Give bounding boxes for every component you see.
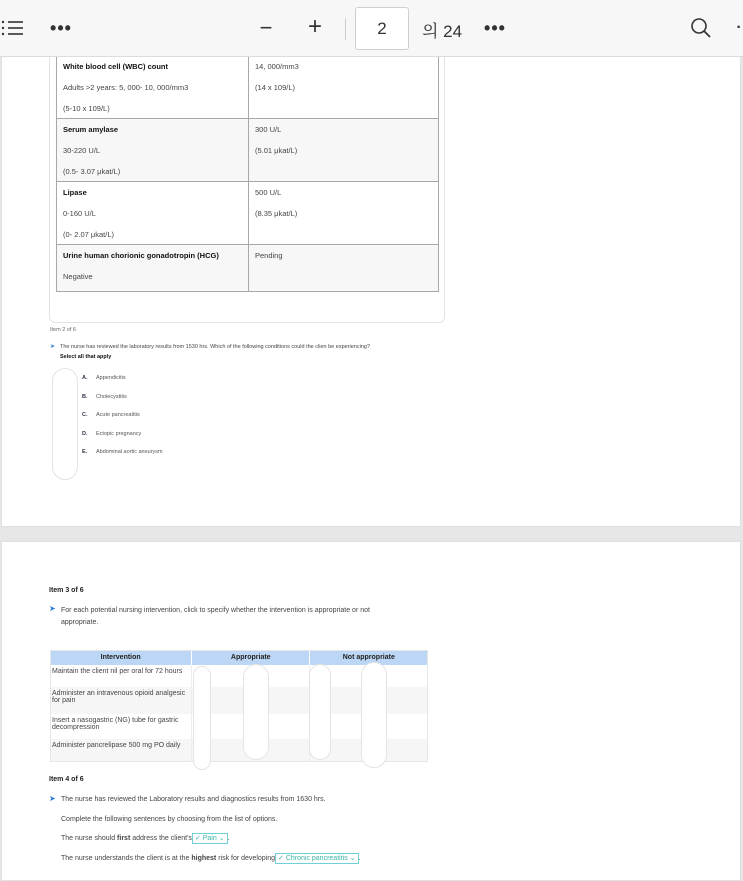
table-row [57,57,439,119]
pdf-page-1 [1,57,741,527]
arrow-right-icon: ➤ [50,344,56,350]
search-icon[interactable] [688,15,714,41]
lab-value-si: (8.35 μkat/L) [255,209,298,218]
lab-value: Pending [255,251,283,260]
arrow-right-icon: ➤ [49,604,56,613]
answer-options-list [82,375,163,468]
intervention-text: Insert a nasogastric (NG) tube for gastric decompression [50,714,192,739]
table-row [57,245,439,292]
header-intervention: Intervention [50,650,192,665]
erased-radio-column [361,662,387,768]
lab-name: Urine human chorionic gonadotropin (HCG) [63,251,219,260]
lab-value-si: (14 x 109/L) [255,83,296,92]
option-e[interactable]: E. Abdominal aortic aneurysm [82,449,163,455]
pdf-toolbar [0,0,743,57]
option-d[interactable]: D. Ectopic pregnancy [82,430,142,437]
overflow-indicator[interactable]: · [736,19,742,36]
erased-radio-column [243,664,269,760]
page-number-input[interactable] [355,7,409,50]
question-text: The nurse has reviewed the laboratory results from 1530 hrs. Which of the following conditions could the clien be experiencing? [60,344,371,350]
question-instruction: Select all that apply [60,354,112,360]
item-2-question [50,342,380,362]
reference-range: 30-220 U/L [63,146,101,155]
pdf-page-2 [1,541,741,881]
reference-range: Negative [63,272,93,281]
more-options-left-button[interactable]: ••• [50,17,72,38]
reference-range: 0-160 U/L [63,209,96,218]
item-2-label: Item 2 of 6 [50,327,76,333]
lab-value: 300 U/L [255,125,282,134]
item-4-label: Item 4 of 6 [49,776,84,783]
lab-name: White blood cell (WBC) count [63,62,168,71]
zoom-out-button[interactable]: − [259,15,273,40]
table-row [57,119,439,182]
highest-risk-dropdown[interactable]: ✓ Chronic pancreatitis ⌄ [275,853,358,864]
intervention-text: Administer an intravenous opioid analgesic for pain [50,687,192,714]
intervention-text: Maintain the client nil per oral for 72 hours [50,665,192,687]
item-4-line-1: The nurse has reviewed the Laboratory results and diagnostics results from 1630 hrs. [61,796,326,803]
reference-range: Adults >2 years: 5, 000- 10, 000/mm3 [63,83,189,92]
lab-results-table [56,57,439,292]
item-3-instruction: For each potential nursing intervention, click to specify whether the intervention is appropriate or not appropriate. [61,607,370,626]
lab-value: 14, 000/mm3 [255,62,299,71]
table-of-contents-icon[interactable] [0,16,26,40]
table-row [57,182,439,245]
erased-checkbox-column [52,368,78,480]
lab-name: Serum amylase [63,125,119,134]
toolbar-divider [345,18,346,40]
erased-radio-column [309,664,331,760]
item-3-label: Item 3 of 6 [49,587,84,594]
arrow-right-icon: ➤ [49,794,56,803]
lab-name: Lipase [63,188,87,197]
sentence-1: The nurse should first address the client's ✓ Pain ⌄ . [61,835,230,842]
lab-value: 500 U/L [255,188,282,197]
intervention-text: Administer pancrelipase 500 mg PO daily [50,739,192,761]
reference-range-si: (0.5- 3.07 μkat/L) [63,167,121,176]
option-c[interactable]: C. Acute pancreatitis [82,412,140,418]
option-b[interactable]: B. Cholecystitis [82,393,127,400]
zoom-in-button[interactable]: + [307,13,322,40]
erased-radio-column [193,666,211,770]
lab-value-si: (5.01 μkat/L) [255,146,298,155]
reference-range-si: (0- 2.07 μkat/L) [63,230,115,239]
reference-range-si: (5-10 x 109/L) [63,104,110,113]
first-address-dropdown[interactable]: ✓ Pain ⌄ [192,833,228,844]
header-appropriate: Appropriate [192,650,310,665]
sentence-2: The nurse understands the client is at the highest risk for developing ✓ Chronic pancreatitis ⌄ . [61,855,361,862]
option-a[interactable]: A. Appendicitis [82,375,126,381]
item-4-line-2: Complete the following sentences by choosing from the list of options. [61,816,278,823]
more-options-right-button[interactable]: ••• [484,17,506,38]
header-not-appropriate: Not appropriate [310,650,428,665]
page-total-label: 의 24 [422,22,463,41]
